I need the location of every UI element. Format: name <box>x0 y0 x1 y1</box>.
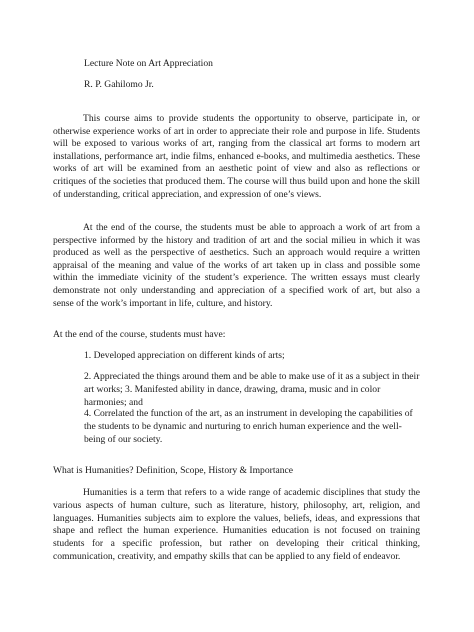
humanities-paragraph: Humanities is a term that refers to a wide range of academic disciplines that study the various aspects of human culture, such as literature, history, philosophy, art, religion, and languages. Humanities subjects aim to explore the values, beliefs, ideas, and expressions that shape and reflect the human experience. Humanities education is not focused on training students for a specific profession, but rather on developing their critical thinking, communication, creativity, and empathy skills that can be applied to any field of endeavor. <box>53 487 420 562</box>
intro-paragraph: This course aims to provide students the opportunity to observe, participate in, or otherwise experience works of art in order to appreciate their role and purpose in life. Students will be exposed to various works of art, ranging from the classical art forms to modern art installations, performance art, indie films, enhanced e-books, and multimedia aesthetics. These works of art will be examined from an aesthetic point of view and also as reflections or critiques of the societies that produced them. The course will thus build upon and hone the skill of understanding, critical appreciation, and expression of one’s views. <box>53 113 420 200</box>
outcomes-heading: At the end of the course, students must have: <box>53 329 226 340</box>
section-heading: What is Humanities? Definition, Scope, History & Importance <box>53 465 294 476</box>
outcome-item: 2. Appreciated the things around them and be able to make use of it as a subject in their art works; 3. Manifested ability in dance, drawing, drama, music and in color harmonies; and <box>84 371 420 408</box>
objectives-paragraph: At the end of the course, the students must be able to approach a work of art from a perspective informed by the history and tradition of art and the social milieu in which it was produced as well as the perspective of aesthetics. Such an approach would require a written appraisal of the meaning and value of the works of art taken up in class and possible some within the immediate vicinity of the student’s experience. The written essays must clearly demonstrate not only understanding and appreciation of a specified work of art, but also a sense of the work’s important in life, culture, and history. <box>53 222 420 309</box>
document-author: R. P. Gahilomo Jr. <box>84 79 154 90</box>
outcome-item: 4. Correlated the function of the art, as an instrument in developing the capabilities of the students to be dynamic and nurturing to enrich human experience and the well-being of our society. <box>84 408 413 445</box>
outcome-item: 1. Developed appreciation on different kinds of arts; <box>84 350 285 361</box>
document-title: Lecture Note on Art Appreciation <box>84 58 213 69</box>
